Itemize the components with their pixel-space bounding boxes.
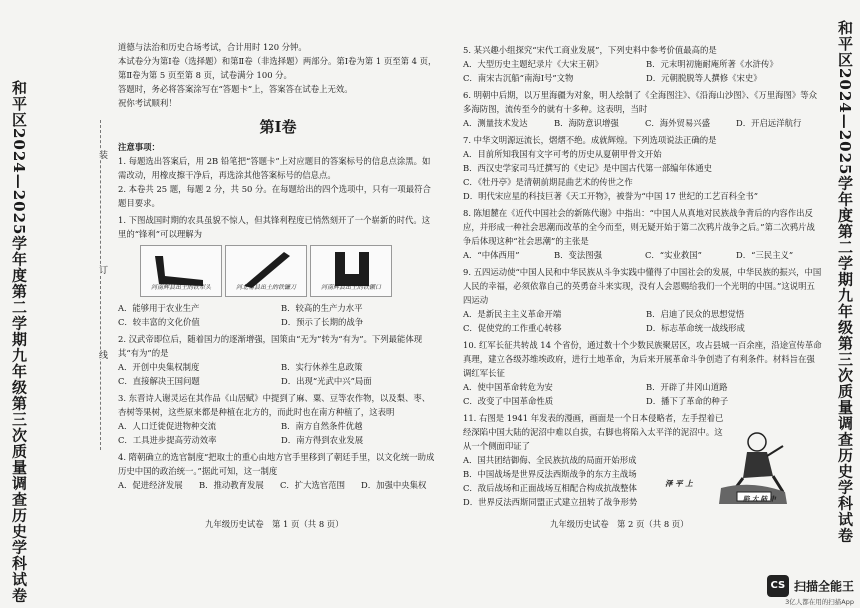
binding-mark: 线 <box>97 350 107 359</box>
scanner-app-name: 扫描全能王 <box>793 579 854 594</box>
options <box>118 360 438 388</box>
option: D．明代宋应星的科技巨著《天工开物》，被誉为“中国 17 世纪的工艺百科全书” <box>463 191 759 201</box>
question-stem: 3. 东晋诗人谢灵运在其作品《山居赋》中提到了麻、粟、豆等农作物，以及梨、枣、杏树等果树，这些原来都是种植在北方的，而此时也在南方种植了，这表明 <box>118 393 431 417</box>
option: A．使中国革命转危为安 <box>463 382 553 392</box>
question-stem: 7. 中华文明源远流长，熠熠不绝。成就辉煌。下列选项说法正确的是 <box>463 135 717 145</box>
question-3 <box>118 391 438 447</box>
option: D．出现“光武中兴”局面 <box>281 376 372 386</box>
option: A．开创中央集权制度 <box>118 362 200 372</box>
side-title: 和平区2024—2025学年度第二学期九年级第三次质量调查历史学科试卷 <box>836 20 854 544</box>
question-stem: 1. 下图战国时期的农具虽貌不惊人，但其锋利程度已悄然刻开了一个崭新的时代。这里的“锋利”可以理解为 <box>118 215 431 239</box>
option: D．元朝脱脱等人撰修《宋史》 <box>646 73 762 83</box>
option: D．开启远洋航行 <box>736 118 802 128</box>
question-7 <box>463 133 823 203</box>
note-item: 1. 每题选出答案后，用 2B 铅笔把“答题卡”上对应题目的答案标号的信息点涂黑。如需改动，用橡皮擦干净后，再选涂其他答案标号的信息点。 <box>118 156 431 180</box>
option: B．变法图强 <box>554 250 603 260</box>
option: A．“中体西用” <box>463 250 520 260</box>
binding-mark: 装 <box>97 150 107 159</box>
intro-line: 道德与法治和历史合场考试，合计用时 120 分钟。 <box>118 42 307 52</box>
option: A．人口迁徙促进物种交流 <box>118 421 217 431</box>
option: D．标志革命统一战线形成 <box>646 323 745 333</box>
scanner-tagline: 3亿人都在用的扫描App <box>785 598 854 606</box>
question-stem: 5. 某兴趣小组探究“宋代工商业发展”，下列史料中参考价值最高的是 <box>463 45 717 55</box>
option: B．南方自然条件优越 <box>281 421 363 431</box>
option: B．实行休养生息政策 <box>281 362 363 372</box>
notes-title: 注意事项： <box>118 142 160 152</box>
option: D．南方得到农业发展 <box>281 435 364 445</box>
question-8 <box>463 206 823 262</box>
option: B．启迪了民众的思想觉悟 <box>646 309 745 319</box>
question-1 <box>118 213 438 329</box>
option: D．世界反法西斯同盟正式建立扭转了战争形势 <box>463 497 638 507</box>
sickle-figure <box>225 245 307 297</box>
option: B．海防意识增强 <box>554 118 619 128</box>
question-6 <box>463 88 823 130</box>
question-stem: 8. 陈旭麓在《近代中国社会的新陈代谢》中指出：“中国人从真地对民族战争背后的内容作出反应，并形成一种社会思潮而改革的全今而至，则无疑开始于第二次鸦片战争之后。”第二次鸦片战争后体现这种“社会思潮”的主张是 <box>463 208 815 246</box>
section-title: 第Ⅰ卷 <box>259 118 297 136</box>
question-stem: 6. 明朝中后期，以万里海疆为对象，明人绘制了《全海图注》、《沿海山沙图》、《万里海图》等众多海防图，流传至今的就有十多种。这表明，当时 <box>463 90 817 114</box>
note-item: 2. 本卷共 25 题，每题 2 分，共 50 分。在每题给出的四个选项中，只有一项最符合题目要求。 <box>118 184 431 208</box>
option: C．南宋古沉船“南海Ⅰ号”文物 <box>463 73 574 83</box>
figure-caption: 河北易县出土的铁镰刀 <box>235 284 296 291</box>
option: B．西汉史学家司马迁撰写的《史记》是中国古代第一部编年体通史 <box>463 163 713 173</box>
question-5 <box>463 43 823 85</box>
option: C．《牡丹亭》是清朝前期昆曲艺术的传世之作 <box>463 177 633 187</box>
option: C．扩大选官范围 <box>280 480 346 490</box>
question-4 <box>118 450 438 492</box>
options <box>118 419 438 447</box>
question-stem: 9. 五四运动使“中国人民和中华民族从斗争实践中懂得了中国社会的发展，中华民族的振兴，中国人民的幸福，必须依靠自己的英勇奋斗来实现，没有人会恩赐给我们一个光明的中国。”这说明五四运动 <box>463 267 822 305</box>
hoe-figure <box>310 245 392 297</box>
question-10 <box>463 338 823 408</box>
options <box>463 116 823 130</box>
page-footer: 九年级历史试卷 第 1 页（共 8 页） <box>205 519 344 529</box>
intro-line: 本试卷分为第Ⅰ卷（选择题）和第Ⅱ卷（非选择题）两部分。第Ⅰ卷为第 1 页至第 4 页，第Ⅱ卷为第 5 页至第 8 页，试卷满分 100 分。 <box>118 56 437 80</box>
option: D．加强中央集权 <box>361 480 427 490</box>
options <box>463 248 823 262</box>
right-page <box>445 0 860 608</box>
cartoon-label: 陷 大 陆 中 <box>743 495 776 503</box>
side-title: 和平区2024—2025学年度第二学期九年级第三次质量调查历史学科试卷 <box>10 80 28 604</box>
option: A．测量技术发达 <box>463 118 528 128</box>
figure-caption: 河南辉县出土的铁犁头 <box>150 284 211 291</box>
option: A．目前所知我国有文字可考的历史从夏朝甲骨文开始 <box>463 149 662 159</box>
binding-line <box>100 120 112 450</box>
option: C．“实业救国” <box>645 250 702 260</box>
option: B．推动教育发展 <box>199 480 264 490</box>
question-2 <box>118 332 438 388</box>
option: C．海外贸易兴盛 <box>645 118 711 128</box>
options <box>463 380 823 408</box>
option: A．国共团结御侮、全民族抗战的局面开始形成 <box>463 455 637 465</box>
option: C．敌后战场和正面战场互相配合构成抗战整体 <box>463 483 637 493</box>
option: A．能够用于农业生产 <box>118 303 200 313</box>
scanner-watermark <box>767 575 854 606</box>
cartoon-label: 泽 平 上 <box>665 479 693 488</box>
option: D．预示了长期的战争 <box>281 317 364 327</box>
figure-caption: 河南辉县出土的铁镢口 <box>320 284 381 291</box>
option: B．中国战场是世界反法西斯战争的东方主战场 <box>463 469 637 479</box>
option: C．工具进步提高劳动效率 <box>118 435 217 445</box>
option: C．直接解决王国问题 <box>118 376 200 386</box>
plow-figure <box>140 245 222 297</box>
scanner-logo-icon: CS <box>767 575 789 597</box>
binding-mark: 订 <box>97 265 107 274</box>
question-9 <box>463 265 823 335</box>
options <box>463 307 823 335</box>
option: A．是新民主主义革命开端 <box>463 309 562 319</box>
option: A．大型历史主题纪录片《大宋王朝》 <box>463 59 604 69</box>
question-stem: 10. 红军长征共转战 14 个省份，通过数十个少数民族聚居区，攻占县城一百余座，沿途宣传革命真理，建立各级苏维埃政府，进行土地革命，为后来开展革命斗争创造了有利条件。材料旨在强调红军长征 <box>463 340 822 378</box>
options <box>118 301 438 329</box>
question-11 <box>463 411 728 509</box>
figure-row <box>140 245 438 297</box>
question-stem: 4. 隋朝确立的选官制度“把取士的重心由地方官手里移到了朝廷手里，以文化统一助成历史中国的政治统一。”据此可知，这一制度 <box>118 452 435 476</box>
option: C．改变了中国革命性质 <box>463 396 554 406</box>
page-footer: 九年级历史试卷 第 2 页（共 8 页） <box>550 519 689 529</box>
option: C．较丰富的文化价值 <box>118 317 200 327</box>
options <box>118 478 438 492</box>
question-stem: 2. 汉武帝即位后，随着国力的逐渐增强，国策由“无为”转为“有为”。下列最能体现其“有为”的是 <box>118 334 423 358</box>
option: A．促进经济发展 <box>118 480 183 490</box>
option: B．开辟了井冈山道路 <box>646 382 728 392</box>
intro-line: 祝你考试顺利！ <box>118 98 177 108</box>
option: C．促使党的工作重心转移 <box>463 323 562 333</box>
left-content <box>118 40 438 492</box>
options <box>463 57 823 85</box>
option: B．较高的生产力水平 <box>281 303 363 313</box>
intro-line: 答题时，务必将答案涂写在“答题卡”上，答案答在试卷上无效。 <box>118 84 353 94</box>
option: B．元末明初施耐庵所著《水浒传》 <box>646 59 778 69</box>
option: D．播下了革命的种子 <box>646 396 729 406</box>
option: D．“三民主义” <box>736 250 794 260</box>
question-stem: 11. 右图是 1941 年发表的漫画，画面是一个日本侵略者，左手捏着已经深陷中国大陆的泥沼中难以自拔，右脚也将陷入太平洋的泥沼中。这从一个侧面印证了 <box>463 413 724 451</box>
